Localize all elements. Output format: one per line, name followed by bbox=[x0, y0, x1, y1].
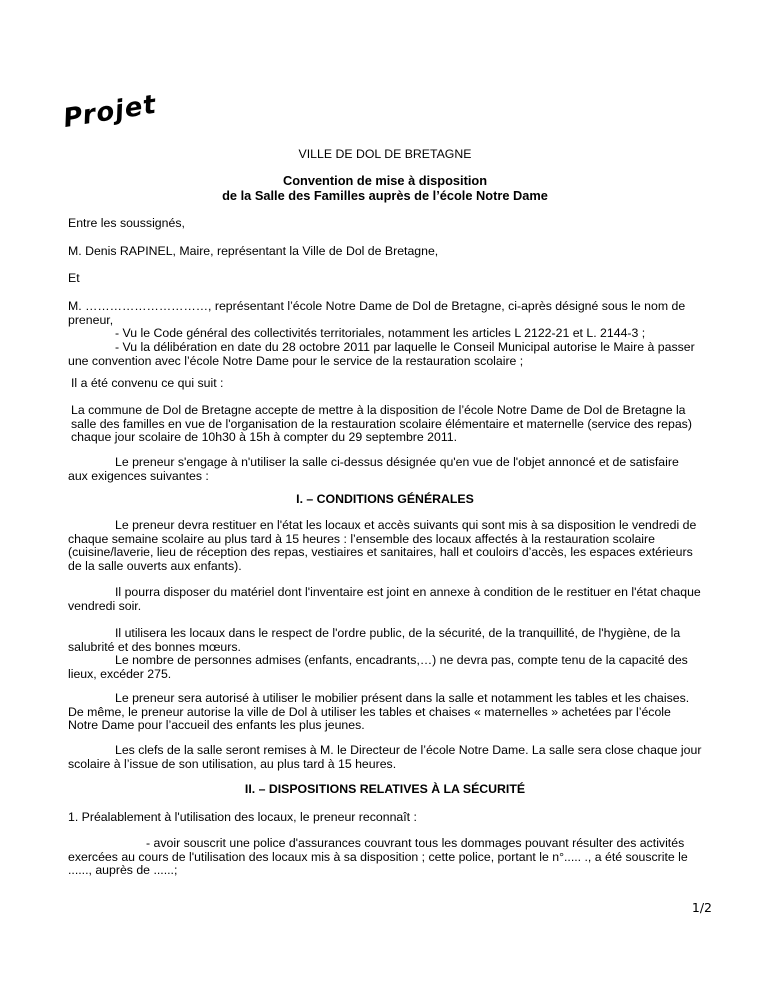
town-name: VILLE DE DOL DE BRETAGNE bbox=[298, 147, 472, 161]
paragraph-mayor: M. Denis RAPINEL, Maire, représentant la Ville de Dol de Bretagne, bbox=[68, 244, 439, 258]
paragraph-commitment: Le preneur s'engage à n'utiliser la salle ci-dessus désignée qu'en vue de l'objet annoncé et de satisfaire aux exigences suivantes : bbox=[68, 455, 679, 483]
paragraph-parties: Entre les soussignés, bbox=[68, 216, 185, 230]
paragraph-insurance: - avoir souscrit une police d'assurances couvrant tous les dommages pouvant résulter des activités exercées au cours de l'utilisation des locaux mis à sa disposition ; cette police, portant le n°..... ., a été souscrite le ......, auprès de ......; bbox=[68, 836, 688, 878]
section-heading-security: II. – DISPOSITIONS RELATIVES À LA SÉCURITÉ bbox=[244, 782, 526, 796]
paragraph-prior-use: 1. Préalablement à l'utilisation des locaux, le preneur reconnaît : bbox=[68, 810, 417, 824]
paragraph-keys: Les clefs de la salle seront remises à M. le Directeur de l’école Notre Dame. La salle sera close chaque jour scolaire à l’issue de son utilisation, au plus tard à 15 heures. bbox=[68, 743, 702, 771]
paragraph-tenant: M. …………………………, représentant l’école Notre Dame de Dol de Bretagne, ci-après désigné sous le nom de preneur, bbox=[68, 299, 686, 327]
page-number: 1/2 bbox=[691, 900, 712, 915]
title-line-2: de la Salle des Familles auprès de l’école Notre Dame bbox=[222, 188, 548, 203]
paragraph-commune: La commune de Dol de Bretagne accepte de mettre à la disposition de l’école Notre Dame de Dol de Bretagne la salle des familles en vue de l'organisation de la restauration scolaire élémentaire et maternelle (service des repas) chaque jour scolaire de 10h30 à 15h à compter du 29 septembre 2011. bbox=[71, 403, 692, 445]
paragraph-furniture: Le preneur sera autorisé à utiliser le mobilier présent dans la salle et notamment les tables et les chaises. De même, le preneur autorise la ville de Dol à utiliser les tables et chaises « maternelles » achetées par l’école Notre Dame pour l’accueil des enfants les plus jeunes. bbox=[68, 691, 690, 733]
paragraph-public-order: Il utilisera les locaux dans le respect de l'ordre public, de la sécurité, de la tranquillité, de l'hygiène, de la salubrité et des bonnes mœurs. bbox=[68, 626, 681, 654]
title-line-1: Convention de mise à disposition bbox=[282, 173, 488, 188]
paragraph-restitution: Le preneur devra restituer en l'état les locaux et accès suivants qui sont mis à sa disposition le vendredi de chaque semaine scolaire au plus tard à 15 heures : l’ensemble des locaux affectés à la restauration scolaire (cuisine/laverie, lieu de réception des repas, vestiaires et sanitaires, hall et couloirs d’accès, les espaces extérieurs de la salle ouverts aux enfants). bbox=[68, 518, 697, 573]
paragraph-agreed: Il a été convenu ce qui suit : bbox=[71, 376, 224, 390]
paragraph-and: Et bbox=[68, 271, 80, 285]
paragraph-code-reference: - Vu le Code général des collectivités territoriales, notamment les articles L 2122-21 et L. 2144-3 ; bbox=[115, 326, 646, 340]
section-heading-general: I. – CONDITIONS GÉNÉRALES bbox=[296, 492, 474, 506]
document-title bbox=[68, 173, 702, 203]
projet-stamp: Projet bbox=[61, 89, 159, 134]
paragraph-capacity: Le nombre de personnes admises (enfants, encadrants,…) ne devra pas, compte tenu de la capacité des lieux, excéder 275. bbox=[68, 653, 688, 681]
paragraph-equipment: Il pourra disposer du matériel dont l'inventaire est joint en annexe à condition de le restituer en l'état chaque vendredi soir. bbox=[68, 585, 701, 613]
paragraph-deliberation: - Vu la délibération en date du 28 octobre 2011 par laquelle le Conseil Municipal autorise le Maire à passer une convention avec l’école Notre Dame pour le service de la restauration scolaire ; bbox=[68, 340, 695, 368]
